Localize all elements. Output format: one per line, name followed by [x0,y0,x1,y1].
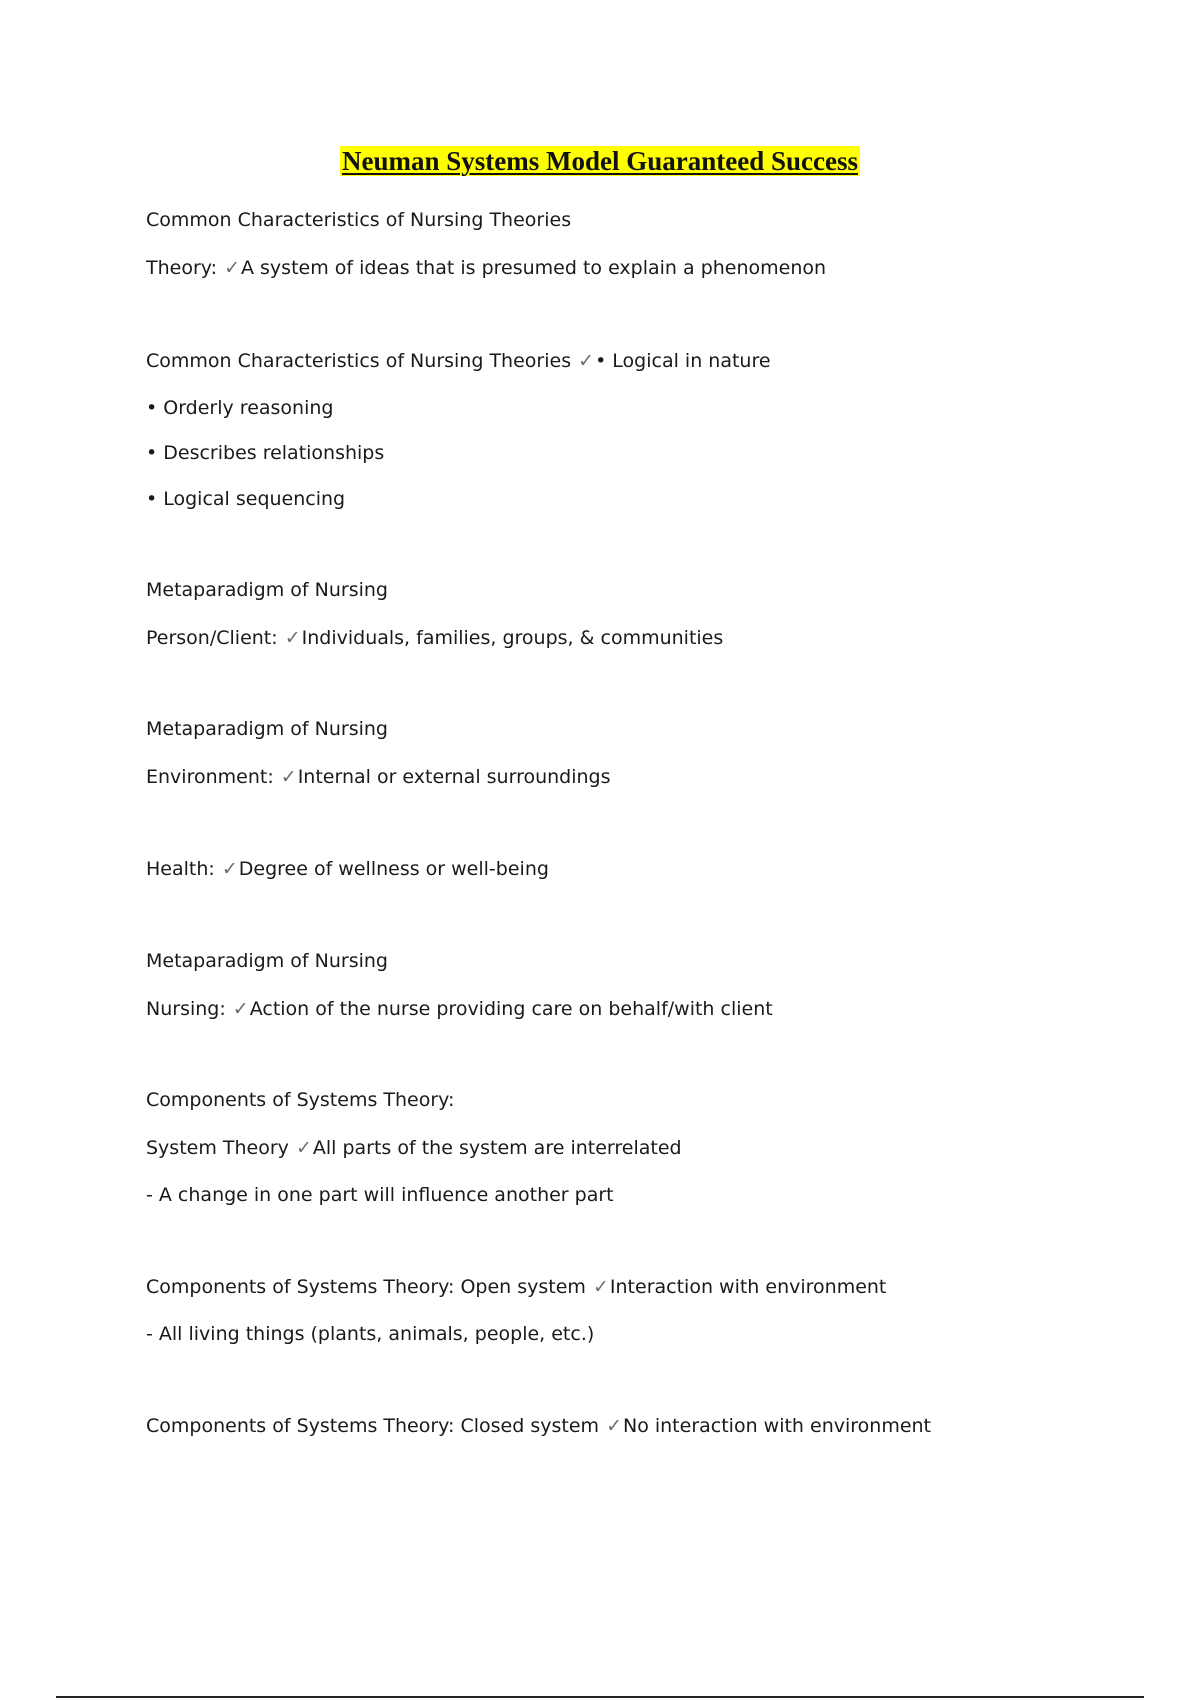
dash-item [146,1322,594,1346]
term-label: Environment: [146,766,280,788]
definition-text: • Logical in nature [595,350,771,372]
line-text: • Orderly reasoning [146,397,334,419]
check-mark-icon: ✓ [280,766,297,788]
bullet-item [146,487,345,511]
check-mark-icon: ✓ [221,858,238,880]
definition-line [146,997,773,1021]
check-mark-icon: ✓ [295,1137,312,1159]
line-text: Common Characteristics of Nursing Theories [146,209,572,231]
term-label: Health: [146,858,221,880]
line-text: - A change in one part will influence another part [146,1184,614,1206]
term-label: Components of Systems Theory: Open system [146,1276,592,1298]
line-text: - All living things (plants, animals, people, etc.) [146,1323,595,1345]
definition-text: Internal or external surroundings [297,766,611,788]
term-label: Components of Systems Theory: Closed system [146,1415,606,1437]
document-title [0,146,1200,176]
check-mark-icon: ✓ [284,627,301,649]
dash-item [146,1183,614,1207]
definition-line [146,1275,886,1299]
line-text: Metaparadigm of Nursing [146,950,388,972]
definition-line [146,256,826,280]
line-text: • Logical sequencing [146,488,346,510]
check-mark-icon: ✓ [224,257,240,279]
term-label: Common Characteristics of Nursing Theories [146,350,578,372]
section-heading [146,208,571,232]
definition-line [146,1414,931,1438]
footer-divider [56,1696,1144,1698]
definition-text: Interaction with environment [609,1276,887,1298]
line-text: • Describes relationships [146,442,385,464]
check-mark-icon: ✓ [592,1276,609,1298]
definition-text: A system of ideas that is presumed to explain a phenomenon [241,257,827,279]
check-mark-icon: ✓ [606,1415,622,1437]
term-label: System Theory [146,1137,295,1159]
document-title-text: Neuman Systems Model Guaranteed Success [342,146,858,176]
bullet-item [146,441,384,465]
line-text: Metaparadigm of Nursing [146,579,388,601]
definition-line [146,349,771,373]
check-mark-icon: ✓ [232,998,249,1020]
line-text: Metaparadigm of Nursing [146,718,388,740]
definition-text: No interaction with environment [622,1415,932,1437]
definition-text: Degree of wellness or well-being [238,858,549,880]
section-heading [146,578,388,602]
line-text: Components of Systems Theory: [146,1089,455,1111]
definition-line [146,1136,682,1160]
section-heading [146,1088,454,1112]
term-label: Theory: [146,257,224,279]
term-label: Person/Client: [146,627,284,649]
definition-text: Action of the nurse providing care on behalf/with client [249,998,773,1020]
definition-text: All parts of the system are interrelated [312,1137,682,1159]
definition-line [146,857,549,881]
section-heading [146,949,388,973]
definition-text: Individuals, families, groups, & communities [301,627,724,649]
check-mark-icon: ✓ [578,350,595,372]
definition-line [146,626,723,650]
bullet-item [146,396,333,420]
term-label: Nursing: [146,998,232,1020]
definition-line [146,765,611,789]
section-heading [146,717,388,741]
